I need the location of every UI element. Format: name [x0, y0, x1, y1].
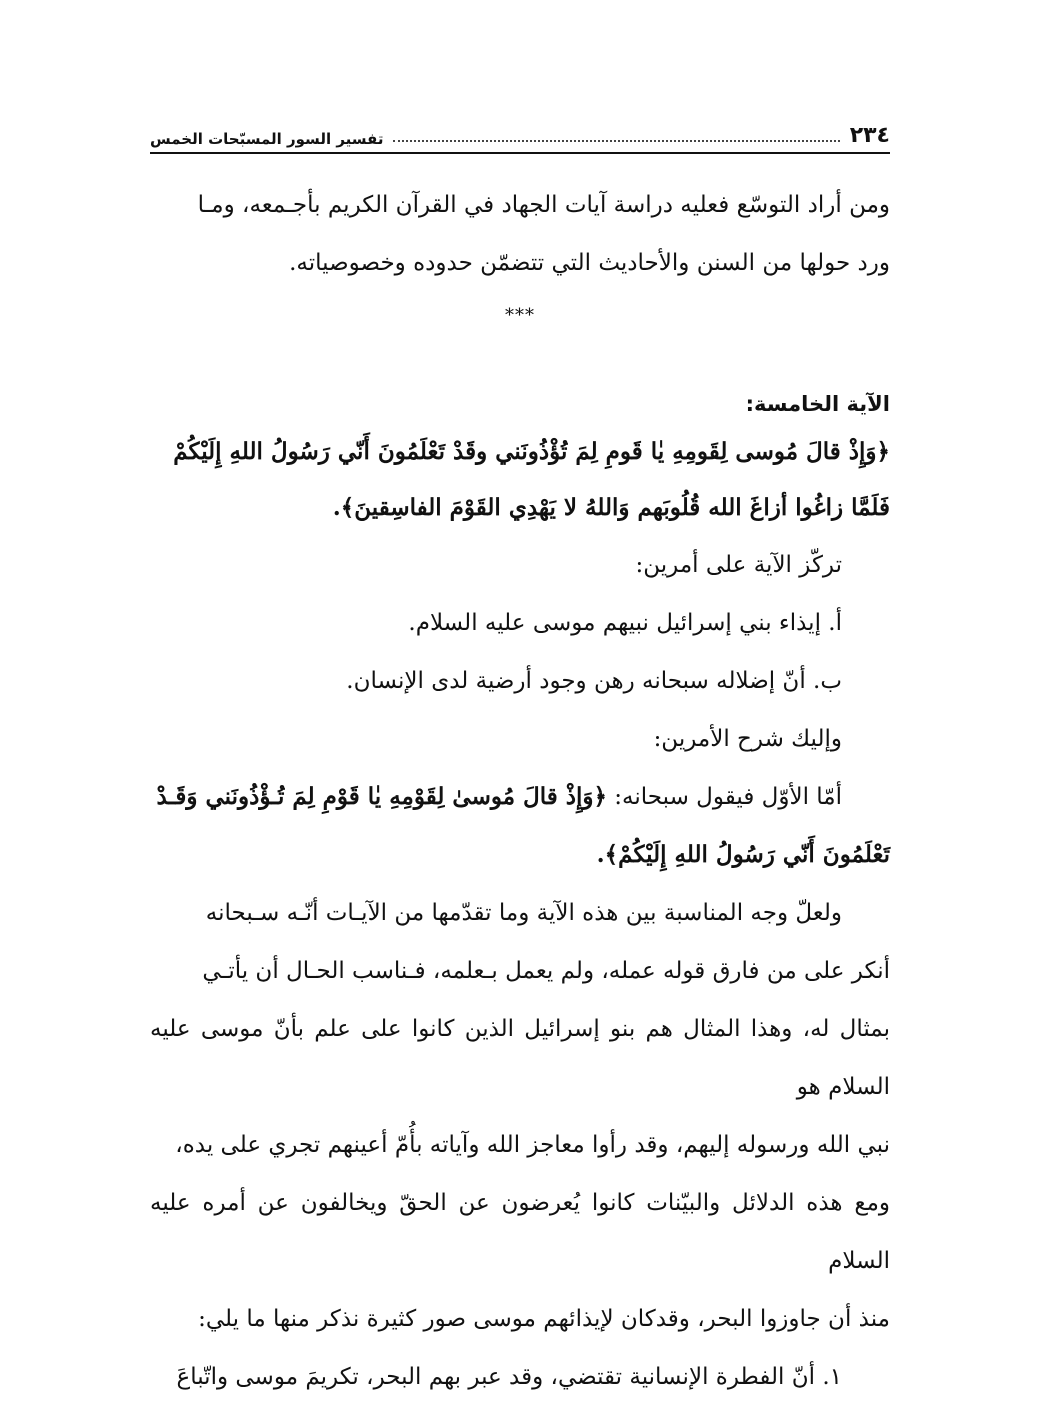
first-matter-lead: أمّا الأوّل فيقول سبحانه: — [607, 784, 842, 810]
explanation-line: ومع هذه الدلائل والبيّنات كانوا يُعرضون عن الحقّ ويخالفون عن أمره عليه السلام — [150, 1190, 890, 1274]
first-matter-verse-continued: تَعْلَمُونَ أَنّي رَسُولُ اللهِ إِلَيْكُمْ﴾. — [596, 841, 890, 868]
page-header — [150, 112, 890, 154]
book-page — [150, 112, 890, 1406]
first-matter — [150, 768, 890, 884]
focus-item-b: ب. أنّ إضلاله سبحانه رهن وجود أرضية لدى الإنسان. — [346, 668, 842, 694]
intro-paragraph — [150, 176, 890, 292]
first-matter-verse: ﴿وَإِذْ قالَ مُوسىٰ لِقَوْمِهِ يٰا قَوْمِ لِمَ تُـؤْذُونَني وَقَـدْ — [156, 783, 607, 810]
quran-verse — [150, 424, 890, 536]
list-item-1: ١. أنّ الفطرة الإنسانية تقتضي، وقد عبر بهم البحر، تكريمَ موسى واتّباعَ — [176, 1364, 842, 1390]
page-number: ٢٣٤ — [849, 123, 890, 148]
verse-line: فَلَمَّا زاغُوا أزاغَ الله قُلُوبَهم وَاللهُ لا يَهْدِي القَوْمَ الفاسِقينَ﴾. — [332, 494, 890, 521]
numbered-list — [150, 1348, 890, 1406]
explanation-line: أنكر على من فارق قوله عمله، ولم يعمل بـعلمه، فـناسب الحـال أن يأتـي — [202, 958, 890, 984]
focus-points — [150, 536, 890, 768]
explanation-line: بمثال له، وهذا المثال هم بنو إسرائيل الذين كانوا على علم بأنّ موسى عليه السلام هو — [150, 1016, 890, 1100]
explanation-line: منذ أن جاوزوا البحر، وقدكان لإيذائهم موسى صور كثيرة نذكر منها ما يلي: — [198, 1306, 890, 1332]
explanation-line: نبي الله ورسوله إليهم، وقد رأوا معاجز الله وآياته بأُمّ أعينهم تجري على يده، — [175, 1132, 890, 1158]
first-matter-line — [150, 768, 890, 826]
section-separator: *** — [505, 305, 535, 326]
focus-outro: وإليك شرح الأمرين: — [653, 726, 842, 752]
intro-line: ومن أراد التوسّع فعليه دراسة آيات الجهاد في القرآن الكريم بأجـمعه، ومـا — [197, 192, 890, 218]
focus-item-a: أ. إيذاء بني إسرائيل نبيهم موسى عليه السلام. — [408, 610, 842, 636]
explanation-line: ولعلّ وجه المناسبة بين هذه الآية وما تقدّمها من الآيـات أنّـه سـبحانه — [205, 900, 842, 926]
section-heading: الآية الخامسة: — [745, 392, 890, 416]
explanation-paragraph — [150, 884, 890, 1348]
focus-intro: تركّز الآية على أمرين: — [635, 552, 842, 578]
header-dotted-leader — [393, 140, 839, 142]
verse-line: ﴿وَإِذْ قالَ مُوسى لِقَومِهِ يٰا قَومِ لِمَ تُؤْذُونَني وقَدْ تَعْلَمُونَ أَنّي رَسُولُ اللهِ إِلَيْكُمْ — [173, 438, 890, 465]
running-title: تفسير السور المسبّحات الخمس — [150, 130, 384, 148]
intro-line: ورد حولها من السنن والأحاديث التي تتضمّن حدوده وخصوصياته. — [289, 250, 890, 276]
